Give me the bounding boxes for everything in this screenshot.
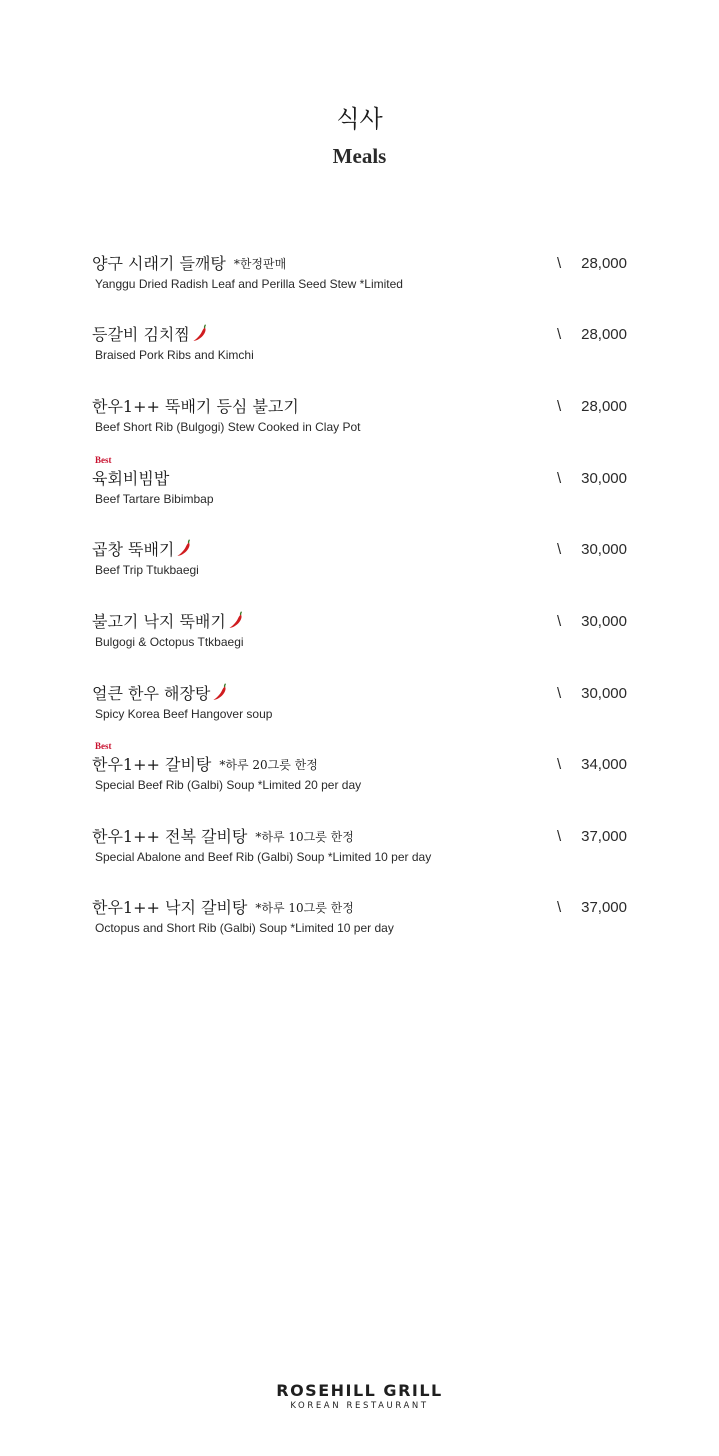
price-value: 30,000 (581, 613, 627, 630)
menu-item-name-english: Special Beef Rib (Galbi) Soup *Limited 20 per day (95, 778, 362, 792)
restaurant-brand-subtitle: KOREAN RESTAURANT (290, 1401, 429, 1411)
price-value: 30,000 (581, 685, 627, 702)
menu-item-name-english: Octopus and Short Rib (Galbi) Soup *Limited 10 per day (95, 921, 394, 935)
menu-item-name-english: Yanggu Dried Radish Leaf and Perilla Seed Stew *Limited (95, 277, 403, 291)
currency-symbol: \ (557, 685, 562, 702)
menu-item-price (557, 397, 627, 417)
menu-item-name-korean: 불고기 낙지 뚝배기 (92, 612, 226, 631)
menu-item-name-korean: 한우1++ 갈비탕 (92, 755, 212, 774)
price-value: 28,000 (581, 398, 627, 415)
menu-item-name-korean: 곱창 뚝배기 (92, 540, 175, 559)
menu-item-name-line (92, 825, 354, 849)
menu-item (92, 538, 632, 598)
menu-item (92, 610, 632, 670)
menu-item-name-korean: 한우1++ 뚝배기 등심 불고기 (92, 397, 299, 416)
menu-item-note: *하루 10그릇 한정 (255, 901, 354, 915)
chili-pepper-icon (176, 539, 192, 557)
menu-item-name-english: Braised Pork Ribs and Kimchi (95, 348, 254, 362)
price-value: 28,000 (581, 255, 627, 272)
menu-item-name-line (92, 610, 244, 634)
currency-symbol: \ (557, 326, 562, 343)
currency-symbol: \ (557, 828, 562, 845)
currency-symbol: \ (557, 756, 562, 773)
menu-item-name-english: Beef Tartare Bibimbap (95, 492, 214, 506)
menu-item-name-korean: 등갈비 김치찜 (92, 325, 190, 344)
menu-item (92, 682, 632, 742)
price-value: 30,000 (581, 470, 627, 487)
menu-item-name-korean: 얼큰 한우 해장탕 (92, 684, 211, 703)
price-value: 30,000 (581, 541, 627, 558)
menu-item (92, 825, 632, 885)
price-value: 37,000 (581, 899, 627, 916)
menu-item-price (557, 898, 627, 918)
menu-item (92, 323, 632, 383)
menu-item-note: *하루 20그릇 한정 (219, 758, 318, 772)
menu-item-price (557, 540, 627, 560)
best-badge: Best (95, 741, 112, 751)
chili-pepper-icon (212, 683, 228, 701)
best-badge: Best (95, 455, 112, 465)
chili-pepper-icon (192, 324, 208, 342)
menu-item-name-english: Special Abalone and Beef Rib (Galbi) Soup *Limited 10 per day (95, 850, 432, 864)
menu-item-note: *한정판매 (233, 257, 287, 271)
menu-item-price (557, 684, 627, 704)
menu-item-name-english: Beef Trip Ttukbaegi (95, 563, 199, 577)
menu-item-note: *하루 10그릇 한정 (255, 830, 354, 844)
currency-symbol: \ (557, 899, 562, 916)
menu-item-name-korean: 한우1++ 낙지 갈비탕 (92, 898, 248, 917)
menu-item-price (557, 254, 627, 274)
menu-item (92, 252, 632, 312)
currency-symbol: \ (557, 470, 562, 487)
menu-item-name-korean: 양구 시래기 들깨탕 (92, 254, 226, 273)
menu-item (92, 455, 632, 527)
currency-symbol: \ (557, 541, 562, 558)
price-value: 34,000 (581, 756, 627, 773)
menu-item-name-line (92, 252, 286, 276)
menu-item-name-line (92, 753, 318, 777)
currency-symbol: \ (557, 613, 562, 630)
menu-item (92, 395, 632, 455)
menu-item (92, 741, 632, 813)
menu-item-name-english: Spicy Korea Beef Hangover soup (95, 707, 273, 721)
menu-item-name-english: Beef Short Rib (Bulgogi) Stew Cooked in Clay Pot (95, 420, 361, 434)
menu-item-price (557, 612, 627, 632)
menu-item-name-line (92, 395, 299, 419)
menu-item (92, 896, 632, 956)
chili-pepper-icon (228, 611, 244, 629)
menu-item-price (557, 325, 627, 345)
menu-item-price (557, 755, 627, 775)
currency-symbol: \ (557, 255, 562, 272)
price-value: 37,000 (581, 828, 627, 845)
menu-item-name-korean: 육회비빔밥 (92, 469, 170, 488)
menu-item-name-korean: 한우1++ 전복 갈비탕 (92, 827, 248, 846)
menu-item-name-line (92, 538, 192, 562)
menu-item-name-line (92, 467, 169, 491)
currency-symbol: \ (557, 398, 562, 415)
restaurant-brand-logo: ROSEHILL GRILL (276, 1381, 443, 1400)
menu-item-name-line (92, 323, 208, 347)
page-title-korean: 식사 (336, 105, 383, 133)
menu-item-name-line (92, 896, 354, 920)
page-title-english: Meals (332, 144, 387, 168)
price-value: 28,000 (581, 326, 627, 343)
menu-item-price (557, 827, 627, 847)
menu-item-name-english: Bulgogi & Octopus Ttkbaegi (95, 635, 244, 649)
menu-item-price (557, 469, 627, 489)
menu-item-name-line (92, 682, 228, 706)
